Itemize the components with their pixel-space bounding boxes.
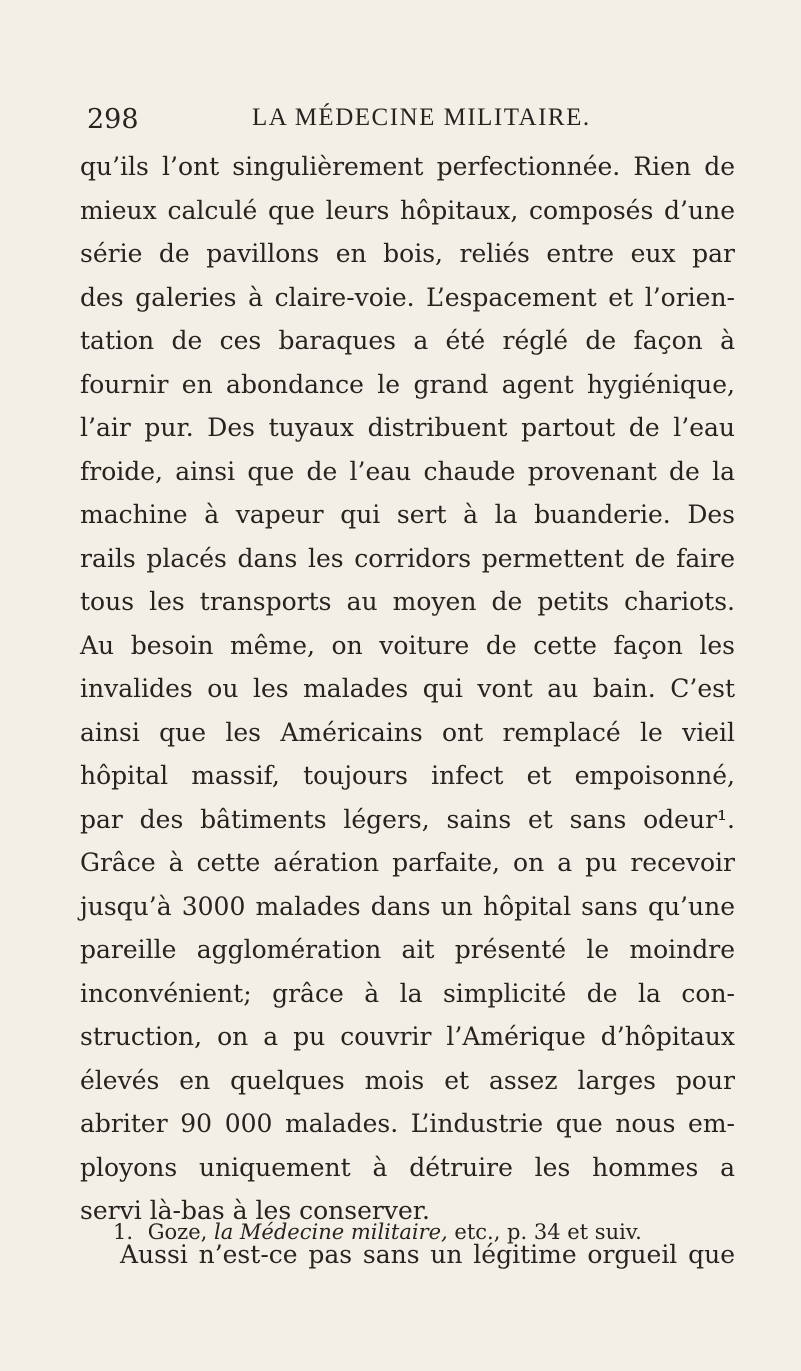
text-line: rails placés dans les corridors permettent de faire (80, 543, 735, 573)
footnote-author: Goze, (147, 1220, 208, 1244)
text-line: Aussi n’est-ce pas sans un légitime orgueil que (120, 1239, 735, 1269)
text-line: Grâce à cette aération parfaite, on a pu recevoir (80, 848, 735, 877)
page-header (87, 104, 767, 144)
text-line: hôpital massif, toujours infect et empoisonné, (80, 761, 735, 790)
text-line: qu’ils l’ont singulièrement perfectionnée. Rien de (80, 152, 735, 181)
text-line: série de pavillons en bois, reliés entre eux par (80, 239, 735, 268)
footnote-number: 1. (113, 1220, 134, 1244)
text-line: struction, on a pu couvrir l’Amérique d’hôpitaux (80, 1022, 735, 1051)
body-text (80, 145, 735, 1276)
text-line: tous les transports au moyen de petits chariots. (80, 587, 735, 616)
footnote-rest: etc., p. 34 et suiv. (454, 1220, 642, 1244)
page-number: 298 (87, 104, 139, 135)
text-line: froide, ainsi que de l’eau chaude provenant de la (80, 456, 735, 486)
text-line: ainsi que les Américains ont remplacé le vieil (80, 717, 735, 747)
text-line: l’air pur. Des tuyaux distribuent partout de l’eau (80, 413, 735, 442)
text-line: machine à vapeur qui sert à la buanderie. Des (80, 500, 735, 529)
text-line: ployons uniquement à détruire les hommes a (80, 1152, 735, 1182)
text-line: tation de ces baraques a été réglé de façon à (80, 326, 735, 355)
text-line: par des bâtiments légers, sains et sans odeur¹. (80, 804, 735, 834)
text-line: mieux calculé que leurs hôpitaux, composés d’une (80, 195, 735, 225)
text-line: des galeries à claire-voie. L’espacement et l’orien- (80, 282, 735, 312)
text-line: Au besoin même, on voiture de cette façon les (80, 630, 735, 660)
text-line: inconvénient; grâce à la simplicité de la con- (80, 978, 735, 1008)
text-line: fournir en abondance le grand agent hygiénique, (80, 369, 735, 399)
text-line: abriter 90 000 malades. L’industrie que nous em- (80, 1109, 735, 1138)
text-line: élevés en quelques mois et assez larges pour (80, 1065, 735, 1095)
running-title: LA MÉDECINE MILITAIRE. (252, 104, 591, 131)
footnote (113, 1220, 733, 1244)
text-line: pareille agglomération ait présenté le moindre (80, 935, 735, 964)
text-line: servi là-bas à les conserver. (80, 1196, 430, 1225)
text-line: invalides ou les malades qui vont au bain. C’est (80, 674, 735, 703)
text-line: jusqu’à 3000 malades dans un hôpital sans qu’une (80, 891, 735, 921)
footnote-title: la Médecine militaire, (214, 1220, 448, 1244)
